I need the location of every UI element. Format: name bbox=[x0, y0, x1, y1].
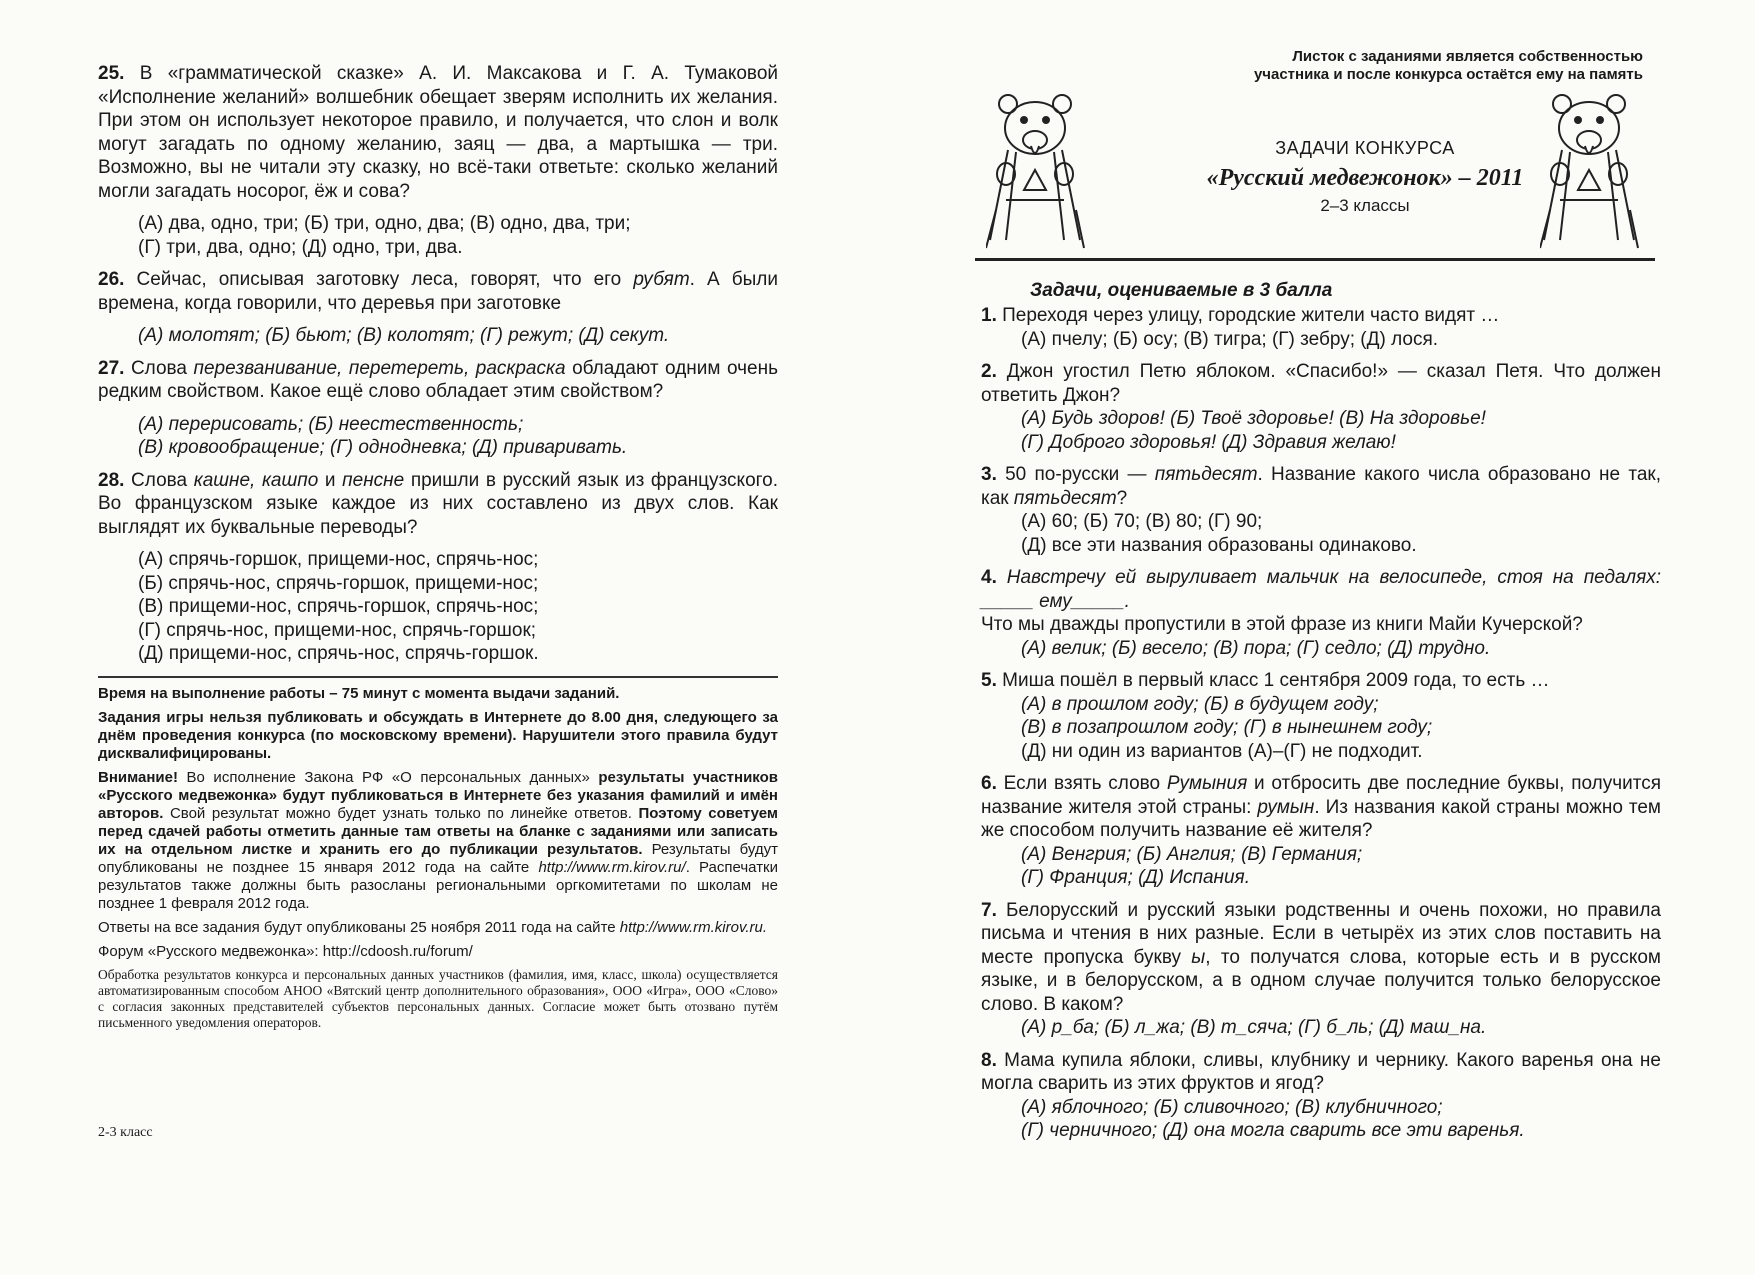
options-8: (А) яблочного; (Б) сливочного; (В) клубничного; (Г) черничного; (Д) она могла сварить все эти варенья. bbox=[1021, 1096, 1525, 1141]
time-notice: Время на выполнение работы – 75 минут с момента выдачи заданий. bbox=[98, 685, 620, 702]
options-7: (А) р_ба; (Б) л_жа; (В) т_сяча; (Г) б_ль; (Д) маш_на. bbox=[1021, 1017, 1487, 1038]
answers-notice: Ответы на все задания будут опубликованы 25 ноября 2011 года на сайте http://www.rm.kirov.ru. bbox=[98, 919, 768, 936]
options-5: (А) в прошлом году; (Б) в будущем году; (В) в позапрошлом году; (Г) в нынешнем году; (Д) ни один из вариантов (А)–(Г) не подходит. bbox=[1021, 693, 1433, 762]
question-7: 7. Белорусский и русский языки родственны и очень похожи, но правила письма и чтения в них разные. Если в четырёх из этих слов поставить на месте пропуска букву ы, то получатся слова, которые есть и в русском языке, и в белорусском, а в одном случае получится только белорусское слово. В каком? bbox=[981, 899, 1661, 1015]
right-page bbox=[877, 0, 1755, 1275]
question-27: 27. Слова перезванивание, перетереть, раскраска обладают одним очень редким свойством. Какое ещё слово обладает этим свойством? bbox=[98, 357, 779, 402]
options-4: (А) велик; (Б) весело; (В) пора; (Г) седло; (Д) трудно. bbox=[1021, 637, 1491, 659]
question-4: 4. Навстречу ей выруливает мальчик на велосипеде, стоя на педалях: _____ ему_____. Что мы дважды пропустили в этой фразе из книги Майи Кучерской? bbox=[981, 567, 1661, 635]
answers-site-link[interactable]: http://www.rm.kirov.ru. bbox=[619, 919, 768, 936]
publish-notice: Задания игры нельзя публиковать и обсуждать в Интернете до 8.00 дня, следующего за днём проведения конкурса (по московскому времени). Нарушители этого правила будут дисквалифицированы. bbox=[98, 709, 778, 762]
question-28: 28. Слова кашне, кашпо и пенсне пришли в русский язык из французского. Во французском языке каждое из них составлено из двух слов. Как выглядят их буквальные переводы? bbox=[98, 469, 779, 538]
results-site-link[interactable]: http://www.rm.kirov.ru/ bbox=[538, 859, 686, 876]
question-1: 1. Переходя через улицу, городские жители часто видят … bbox=[981, 305, 1500, 326]
question-6: 6. Если взять слово Румыния и отбросить две последние буквы, получится название жителя этой страны: румын. Из названия какой страны можно тем же способом получить название её жителя? bbox=[981, 773, 1662, 841]
options-2: (А) Будь здоров! (Б) Твоё здоровье! (В) На здоровье! (Г) Доброго здоровья! (Д) Здравия желаю! bbox=[1021, 408, 1486, 453]
section-title: Задачи, оцениваемые в 3 балла bbox=[1030, 280, 1333, 301]
options-3: (А) 60; (Б) 70; (В) 80; (Г) 90; (Д) все эти названия образованы одинаково. bbox=[1021, 511, 1417, 556]
question-3: 3. 50 по-русски — пятьдесят. Название какого числа образовано не так, как пятьдесят? bbox=[981, 464, 1662, 509]
attention-notice: Внимание! Во исполнение Закона РФ «О персональных данных» результаты участников «Русского медвежонка» будут публиковаться в Интернете без указания фамилий и имён авторов. Свой результат можно будет узнать только по линейке ответов. Поэтому советуем перед сдачей работы отметить данные там ответы на бланке с заданиями или записать их на отдельном листке и хранить его до публикации результатов. Результаты будут опубликованы не позднее 15 января 2012 года на сайте http://www.rm.kirov.ru/. Распечатки результатов также должны быть разосланы региональными оргкомитетами по школам не позднее 1 февраля 2012 года. bbox=[98, 769, 779, 912]
notice-block bbox=[98, 685, 778, 1037]
options-6: (А) Венгрия; (Б) Англия; (В) Германия; (Г) Франция; (Д) Испания. bbox=[1021, 843, 1363, 888]
forum-notice: Форум «Русского медвежонка»: http://cdoosh.ru/forum/ bbox=[98, 943, 473, 960]
ownership-notice: Листок с заданиями является собственностью участника и после конкурса остаётся ему на память bbox=[1253, 48, 1643, 83]
left-page bbox=[0, 0, 877, 1275]
contest-title: ЗАДАЧИ КОНКУРСА «Русский медвежонок» – 2011 2–3 классы bbox=[1206, 138, 1524, 215]
right-questions bbox=[981, 304, 1661, 1152]
options-28: (А) спрячь-горшок, прищеми-нос, спрячь-нос; (Б) спрячь-нос, спрячь-горшок, прищеми-нос; (В) прищеми-нос, спрячь-горшок, спрячь-нос; (Г) спрячь-нос, прищеми-нос, спрячь-горшок; (Д) прищеми-нос, спрячь-нос, спрячь-горшок. bbox=[138, 549, 539, 664]
question-26: 26. Сейчас, описывая заготовку леса, говорят, что его рубят. А были времена, когда говорили, что деревья при заготовке bbox=[98, 269, 779, 314]
options-25: (А) два, одно, три; (Б) три, одно, два; (В) одно, два, три; (Г) три, два, одно; (Д) одно, три, два. bbox=[138, 213, 631, 258]
left-questions bbox=[98, 62, 778, 675]
question-25: 25. В «грамматической сказке» А. И. Максакова и Г. А. Тумаковой «Исполнение желаний» волшебник обещает зверям исполнить их желания. При этом он использует некоторое правило, и получается, что слон и волк могут загадать по одному желанию, заяц — два, а мартышка — три. Возможно, вы не читали эту сказку, но всё-таки ответьте: сколько желаний могли загадать носорог, ёж и сова? bbox=[98, 63, 778, 202]
page-footer: 2-3 класс bbox=[98, 1125, 153, 1140]
left-divider bbox=[98, 676, 778, 678]
options-26: (А) молотят; (Б) бьют; (В) колотят; (Г) режут; (Д) секут. bbox=[138, 325, 670, 346]
question-2: 2. Джон угостил Петю яблоком. «Спасибо!» — сказал Петя. Что должен ответить Джон? bbox=[981, 361, 1661, 406]
processing-notice: Обработка результатов конкурса и персональных данных участников (фамилия, имя, класс, школа) осуществляется автоматизированным способом АНОО «Вятский центр дополнительного образования», ООО «Игра», ООО «Слово» с согласия законных представителей субъектов персональных данных. Согласие может быть отозвано путём письменного уведомления операторов. bbox=[98, 967, 778, 1030]
question-8: 8. Мама купила яблоки, сливы, клубнику и чернику. Какого варенья она не могла сварить из этих фруктов и ягод? bbox=[981, 1049, 1661, 1094]
question-5: 5. Миша пошёл в первый класс 1 сентября 2009 года, то есть … bbox=[981, 670, 1550, 691]
options-1: (А) пчелу; (Б) осу; (В) тигра; (Г) зебру; (Д) лося. bbox=[1021, 328, 1439, 350]
options-27: (А) перерисовать; (Б) неестественность; (В) кровообращение; (Г) однодневка; (Д) приваривать. bbox=[138, 413, 628, 458]
